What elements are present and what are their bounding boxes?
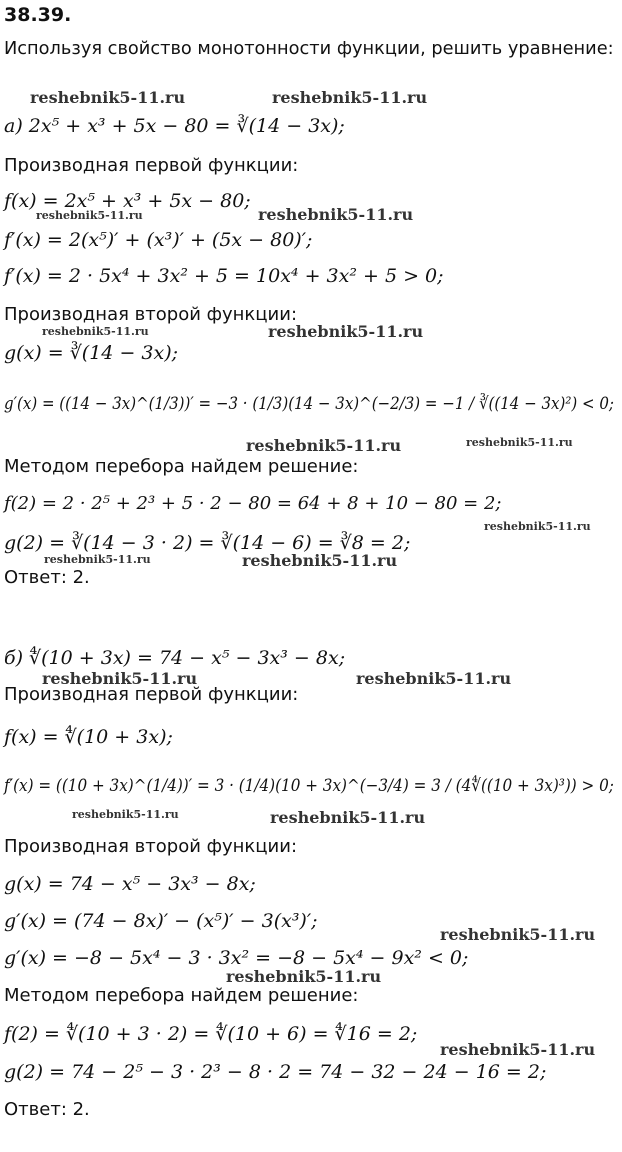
- watermark: reshebnik5-11.ru: [226, 967, 382, 986]
- watermark: reshebnik5-11.ru: [356, 669, 512, 688]
- g-prime-a: g′(x) = ((14 − 3x)^(1/3))′ = −3 · (1/3)(14 − 3x)^(−2/3) = −1 / ∛((14 − 3x)²) < 0;: [4, 394, 614, 414]
- equation-b: б) ∜(10 + 3x) = 74 − x⁵ − 3x³ − 8x;: [4, 647, 346, 669]
- g-prime-b-step1: g′(x) = (74 − 8x)′ − (x⁵)′ − 3(x³)′;: [4, 910, 318, 932]
- function-g-a: g(x) = ∛(14 − 3x);: [4, 342, 179, 364]
- watermark: reshebnik5-11.ru: [242, 551, 398, 570]
- watermark: reshebnik5-11.ru: [44, 553, 151, 566]
- heading-first-derivative-a: Производная первой функции:: [4, 155, 299, 176]
- f-prime-a-step2: f′(x) = 2 · 5x⁴ + 3x² + 5 = 10x⁴ + 3x² + 5 > 0;: [4, 265, 444, 287]
- f-at-2-a: f(2) = 2 · 2⁵ + 2³ + 5 · 2 − 80 = 64 + 8 + 10 − 80 = 2;: [4, 493, 502, 514]
- function-f-a: f(x) = 2x⁵ + x³ + 5x − 80;: [4, 190, 251, 212]
- heading-second-derivative-a: Производная второй функции:: [4, 304, 298, 325]
- answer-b: Ответ: 2.: [4, 1099, 90, 1120]
- watermark: reshebnik5-11.ru: [246, 436, 402, 455]
- watermark: reshebnik5-11.ru: [72, 808, 179, 821]
- task-statement: Используя свойство монотонности функции, решить уравнение:: [4, 38, 614, 59]
- watermark: reshebnik5-11.ru: [466, 436, 573, 449]
- watermark: reshebnik5-11.ru: [30, 88, 186, 107]
- watermark: reshebnik5-11.ru: [36, 209, 143, 222]
- answer-a: Ответ: 2.: [4, 567, 90, 588]
- f-prime-b: f′(x) = ((10 + 3x)^(1/4))′ = 3 · (1/4)(10 + 3x)^(−3/4) = 3 / (4∜((10 + 3x)³)) > 0;: [4, 776, 614, 796]
- function-g-b: g(x) = 74 − x⁵ − 3x³ − 8x;: [4, 873, 256, 895]
- watermark: reshebnik5-11.ru: [440, 925, 596, 944]
- watermark: reshebnik5-11.ru: [268, 322, 424, 341]
- watermark: reshebnik5-11.ru: [272, 88, 428, 107]
- f-prime-a-step1: f′(x) = 2(x⁵)′ + (x³)′ + (5x − 80)′;: [4, 229, 313, 251]
- f-at-2-b: f(2) = ∜(10 + 3 · 2) = ∜(10 + 6) = ∜16 = 2;: [4, 1023, 418, 1045]
- heading-second-derivative-b: Производная второй функции:: [4, 836, 298, 857]
- watermark: reshebnik5-11.ru: [258, 205, 414, 224]
- heading-search-b: Методом перебора найдем решение:: [4, 985, 359, 1006]
- equation-a: а) 2x⁵ + x³ + 5x − 80 = ∛(14 − 3x);: [4, 115, 345, 137]
- heading-first-derivative-b: Производная первой функции:: [4, 684, 299, 705]
- watermark: reshebnik5-11.ru: [440, 1040, 596, 1059]
- function-f-b: f(x) = ∜(10 + 3x);: [4, 726, 173, 748]
- watermark: reshebnik5-11.ru: [42, 669, 198, 688]
- problem-number: 38.39.: [4, 4, 72, 26]
- g-at-2-a: g(2) = ∛(14 − 3 · 2) = ∛(14 − 6) = ∛8 = 2;: [4, 532, 411, 554]
- watermark: reshebnik5-11.ru: [42, 325, 149, 338]
- watermark: reshebnik5-11.ru: [270, 808, 426, 827]
- g-at-2-b: g(2) = 74 − 2⁵ − 3 · 2³ − 8 · 2 = 74 − 32 − 24 − 16 = 2;: [4, 1061, 547, 1083]
- heading-search-a: Методом перебора найдем решение:: [4, 456, 359, 477]
- watermark: reshebnik5-11.ru: [484, 520, 591, 533]
- g-prime-b-step2: g′(x) = −8 − 5x⁴ − 3 · 3x² = −8 − 5x⁴ − 9x² < 0;: [4, 947, 469, 969]
